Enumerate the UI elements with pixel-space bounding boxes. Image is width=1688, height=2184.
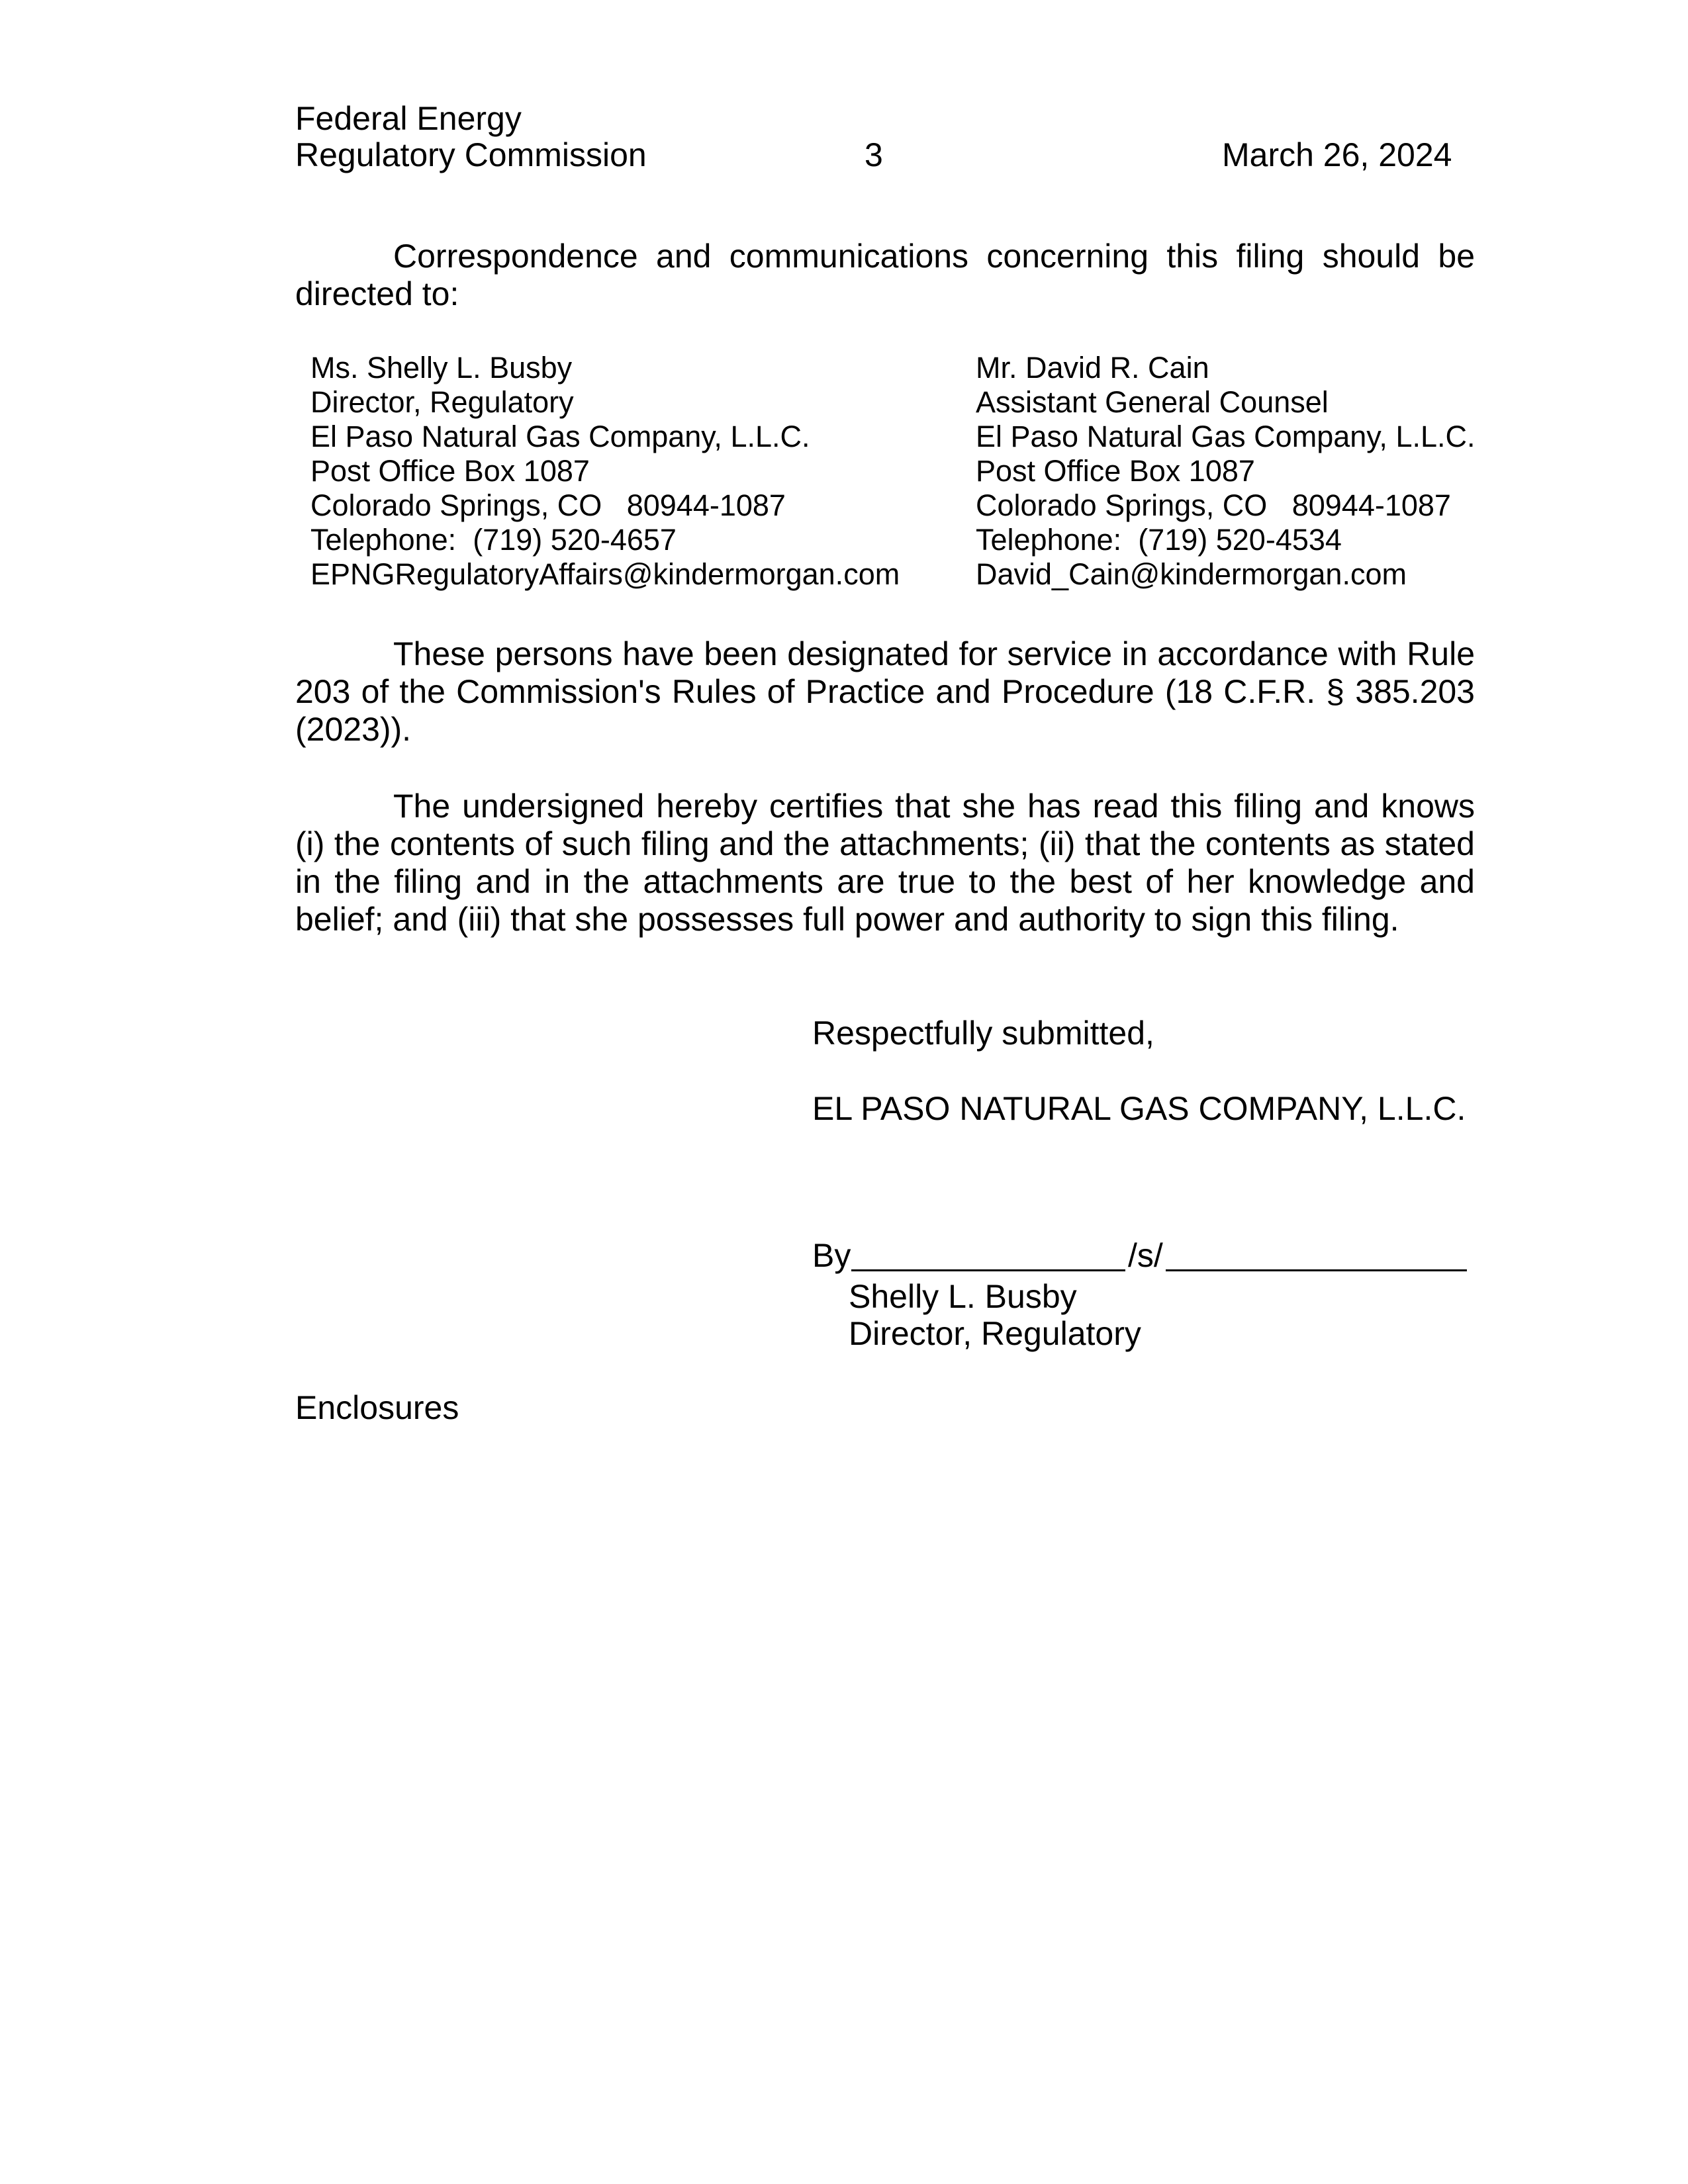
contact-title: Assistant General Counsel xyxy=(976,385,1329,419)
signer-title: Director, Regulatory xyxy=(849,1315,1141,1352)
contact-email: David_Cain@kindermorgan.com xyxy=(976,557,1407,591)
contact-company: El Paso Natural Gas Company, L.L.C. xyxy=(976,420,1476,453)
signer-name: Shelly L. Busby xyxy=(849,1278,1077,1315)
signing-company: EL PASO NATURAL GAS COMPANY, L.L.C. xyxy=(812,1090,1466,1127)
header-org-line2: Regulatory Commission xyxy=(295,136,647,173)
contact-company: El Paso Natural Gas Company, L.L.C. xyxy=(310,420,810,453)
certification-paragraph: The undersigned hereby certifies that she has read this filing and knows (i) the contents of such filing and the attachments; (ii) that the contents as stated in the filing and in the attachments are true to the best of her knowledge and belief; and (iii) that she possesses full power and authority to sign this filing. xyxy=(295,788,1475,938)
contact-block-cain xyxy=(976,351,1476,592)
service-paragraph: These persons have been designated for service in accordance with Rule 203 of the Commission's Rules of Practice and Procedure (18 C.F.R. § 385.203 (2023)). xyxy=(295,635,1475,748)
contact-po-box: Post Office Box 1087 xyxy=(976,454,1255,488)
contact-phone: Telephone: (719) 520-4534 xyxy=(976,523,1342,557)
contact-phone: Telephone: (719) 520-4657 xyxy=(310,523,677,557)
signature-mark: /s/ xyxy=(1125,1236,1166,1275)
page-number: 3 xyxy=(865,136,883,173)
contact-po-box: Post Office Box 1087 xyxy=(310,454,590,488)
enclosures-note: Enclosures xyxy=(295,1389,459,1426)
contact-city: Colorado Springs, CO 80944-1087 xyxy=(976,488,1451,522)
contact-block-busby xyxy=(310,351,900,592)
intro-paragraph: Correspondence and communications concerning this filing should be directed to: xyxy=(295,238,1475,312)
contact-title: Director, Regulatory xyxy=(310,385,574,419)
contact-name: Ms. Shelly L. Busby xyxy=(310,351,573,385)
header-org-line1: Federal Energy xyxy=(295,100,522,137)
contact-city: Colorado Springs, CO 80944-1087 xyxy=(310,488,786,522)
signature-by-label: By xyxy=(812,1237,851,1274)
contact-email: EPNGRegulatoryAffairs@kindermorgan.com xyxy=(310,557,900,591)
contact-name: Mr. David R. Cain xyxy=(976,351,1209,385)
header-date: March 26, 2024 xyxy=(1222,136,1452,173)
closing-line: Respectfully submitted, xyxy=(812,1015,1154,1052)
